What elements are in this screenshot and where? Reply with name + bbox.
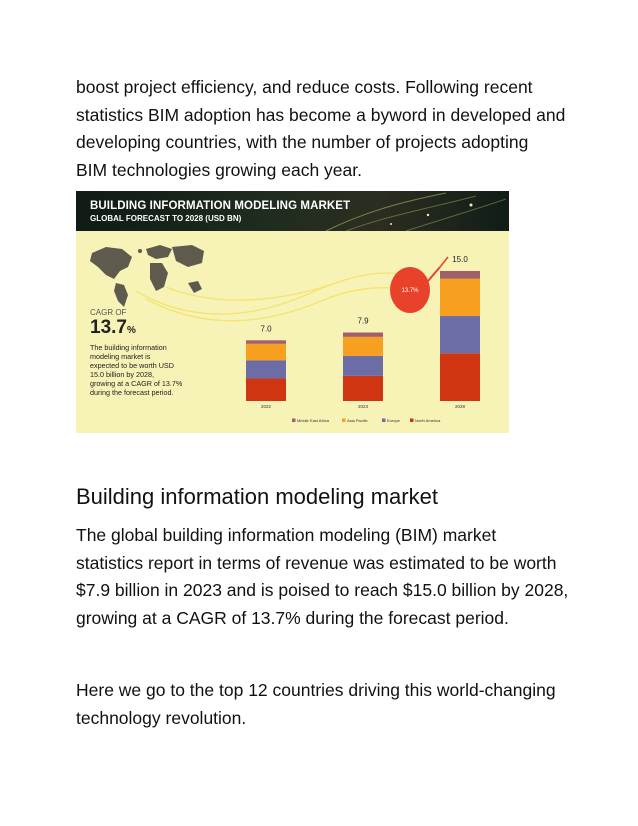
legend-swatch [292, 419, 296, 423]
x-tick-label: 2022 [260, 404, 272, 409]
bar-segment-middle-east-africa-2028 [440, 271, 480, 279]
infographic-subtitle: GLOBAL FORECAST TO 2028 (USD BN) [90, 214, 242, 223]
section-heading: Building information modeling market [76, 484, 438, 509]
description-line: The building information [90, 343, 167, 352]
closing-paragraph [76, 677, 576, 732]
paragraph-line: boost project efficiency, and reduce costs. Following recent [76, 77, 533, 97]
cagr-unit: % [126, 325, 136, 336]
bar-segment-middle-east-africa-2022 [246, 340, 286, 343]
cagr-label: CAGR OF [90, 308, 127, 317]
paragraph-line: BIM technologies growing each year. [76, 159, 362, 180]
cagr-bubble [390, 267, 440, 313]
x-tick-label: 2028 [454, 404, 466, 409]
cagr-description [90, 343, 220, 397]
bar-segment-north-america-2022 [246, 378, 286, 401]
x-tick-label: 2023 [357, 404, 369, 409]
paragraph-line: developing countries, with the number of projects adopting [76, 132, 529, 152]
bar-segment-europe-2022 [246, 360, 286, 378]
description-line: during the forecast period. [90, 388, 174, 397]
decorative-swoosh [136, 273, 416, 321]
legend-swatch [342, 419, 346, 423]
intro-paragraph [76, 74, 576, 184]
legend-swatch [410, 419, 414, 423]
bar-segment-asia-pacific-2022 [246, 344, 286, 360]
bim-market-infographic [76, 191, 509, 433]
chart-legend [292, 418, 441, 423]
bar-segment-europe-2028 [440, 316, 480, 353]
paragraph-line: The global building information modeling (BIM) market [76, 525, 497, 545]
bar-total-label: 7.0 [260, 324, 272, 334]
header-decoration [326, 193, 506, 231]
bar-segment-middle-east-africa-2023 [343, 333, 383, 337]
market-paragraph [76, 522, 576, 632]
legend-label: Asia Pacific [347, 418, 368, 423]
bar-segment-asia-pacific-2028 [440, 279, 480, 316]
description-line: 15.0 billion by 2028, [90, 370, 154, 379]
paragraph-line: $7.9 billion in 2023 and is poised to reach $15.0 billion by 2028, [76, 580, 569, 600]
growth-arrow [440, 257, 448, 267]
bar-segment-north-america-2023 [343, 376, 383, 401]
legend-label: North America [415, 418, 441, 423]
legend-label: Middle East Africa [297, 418, 330, 423]
legend-label: Europe [387, 418, 400, 423]
cagr-number: 13.7 [90, 317, 127, 338]
cagr-value [90, 317, 136, 339]
cagr-bubble-label: 13.7% [401, 288, 419, 294]
paragraph-line: statistics BIM adoption has become a byword in developed and [76, 104, 566, 125]
bar-segment-europe-2023 [343, 356, 383, 376]
description-line: modeling market is [90, 352, 151, 361]
paragraph-line: Here we go to the top 12 countries driving this world-changing [76, 680, 556, 700]
infographic-title: BUILDING INFORMATION MODELING MARKET [90, 200, 351, 212]
description-line: growing at a CAGR of 13.7% [90, 379, 183, 388]
bar-total-label: 7.9 [357, 316, 369, 326]
bar-segment-north-america-2028 [440, 353, 480, 401]
bar-total-label: 15.0 [452, 254, 468, 264]
description-line: expected to be worth USD [90, 361, 174, 370]
paragraph-line: statistics report in terms of revenue was estimated to be worth [76, 552, 557, 573]
paragraph-line: technology revolution. [76, 707, 247, 728]
bar-segment-asia-pacific-2023 [343, 337, 383, 356]
legend-swatch [382, 419, 386, 423]
stacked-bar-chart [246, 255, 480, 409]
paragraph-line: growing at a CAGR of 13.7% during the forecast period. [76, 607, 509, 628]
